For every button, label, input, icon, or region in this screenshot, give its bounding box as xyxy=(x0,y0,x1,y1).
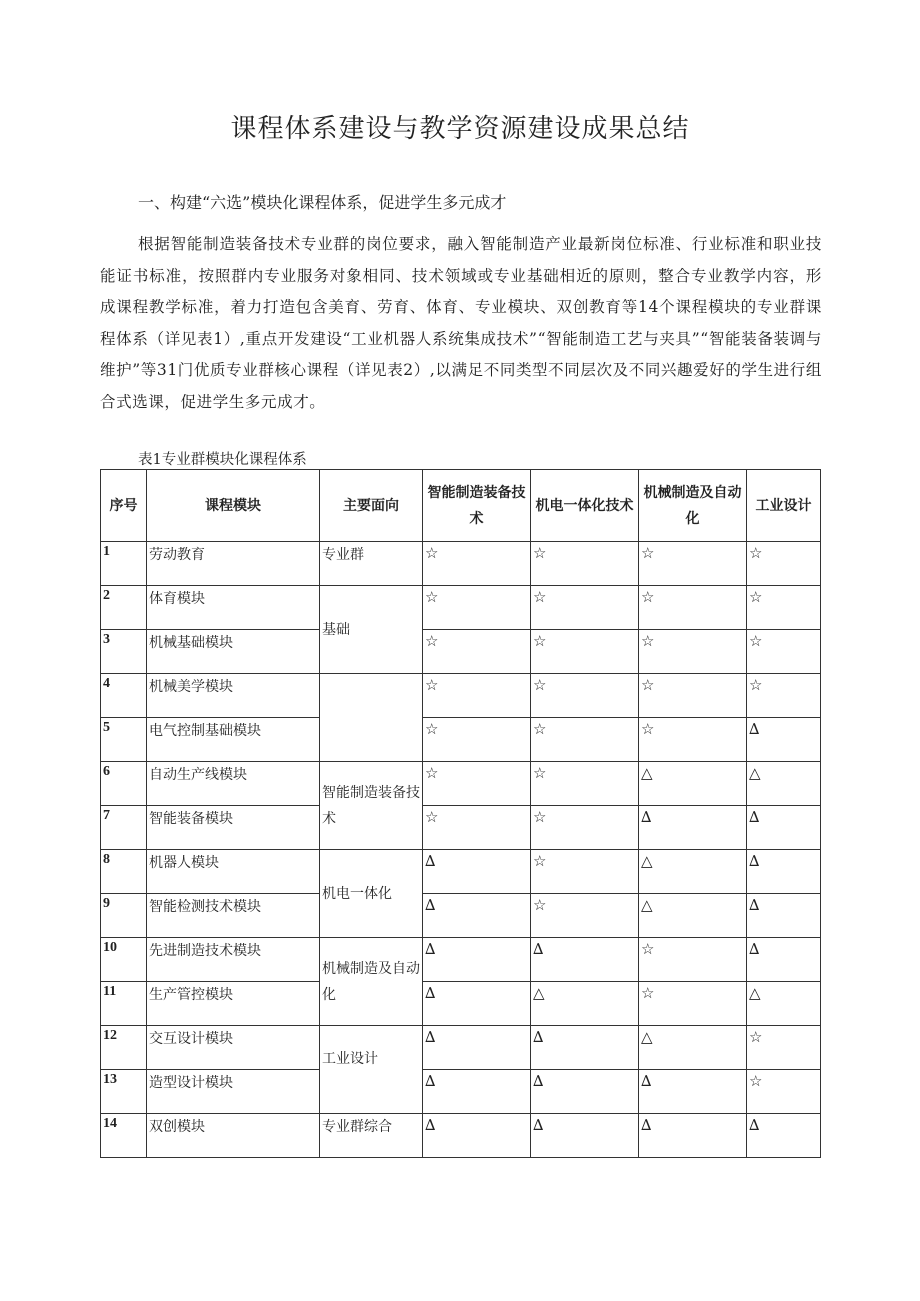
row-mark: ∆ xyxy=(747,894,821,938)
row-mark: ☆ xyxy=(531,806,639,850)
row-mark: ☆ xyxy=(639,982,747,1026)
row-mark: ∆ xyxy=(747,1114,821,1158)
row-no: 5 xyxy=(101,718,147,762)
row-module: 机器人模块 xyxy=(147,850,320,894)
row-mark: ∆ xyxy=(531,1026,639,1070)
header-module: 课程模块 xyxy=(147,470,320,542)
row-direction: 智能制造装备技术 xyxy=(320,762,423,850)
row-module: 交互设计模块 xyxy=(147,1026,320,1070)
table-row xyxy=(101,586,821,630)
row-mark: ☆ xyxy=(531,762,639,806)
row-module: 机械美学模块 xyxy=(147,674,320,718)
row-mark: ☆ xyxy=(747,1070,821,1114)
table-row xyxy=(101,1070,821,1114)
table-row xyxy=(101,1114,821,1158)
row-mark: ∆ xyxy=(423,938,531,982)
row-mark: ☆ xyxy=(423,674,531,718)
row-mark: ∆ xyxy=(747,938,821,982)
table-row xyxy=(101,542,821,586)
row-mark: ☆ xyxy=(639,674,747,718)
row-direction: 基础 xyxy=(320,586,423,674)
header-major-4: 工业设计 xyxy=(747,470,821,542)
table-caption: 表1专业群模块化课程体系 xyxy=(138,452,307,468)
table-row xyxy=(101,1026,821,1070)
row-mark: ☆ xyxy=(423,762,531,806)
row-module: 机械基础模块 xyxy=(147,630,320,674)
row-mark: ∆ xyxy=(423,850,531,894)
row-direction-empty xyxy=(320,674,423,762)
table-row xyxy=(101,762,821,806)
row-mark: ☆ xyxy=(531,718,639,762)
row-mark: △ xyxy=(747,982,821,1026)
row-mark: ☆ xyxy=(423,630,531,674)
row-no: 11 xyxy=(101,982,147,1026)
row-mark: ∆ xyxy=(747,850,821,894)
row-mark: ☆ xyxy=(531,586,639,630)
row-no: 12 xyxy=(101,1026,147,1070)
row-direction: 工业设计 xyxy=(320,1026,423,1114)
row-mark: ∆ xyxy=(531,1070,639,1114)
row-mark: ☆ xyxy=(639,630,747,674)
row-mark: △ xyxy=(531,982,639,1026)
row-mark: ☆ xyxy=(639,938,747,982)
row-mark: ∆ xyxy=(747,806,821,850)
row-mark: ∆ xyxy=(423,1070,531,1114)
row-mark: ☆ xyxy=(531,542,639,586)
table-row xyxy=(101,674,821,718)
row-no: 3 xyxy=(101,630,147,674)
row-direction: 机电一体化 xyxy=(320,850,423,938)
row-module: 体育模块 xyxy=(147,586,320,630)
row-mark: ☆ xyxy=(531,674,639,718)
row-mark: ☆ xyxy=(531,630,639,674)
row-mark: ☆ xyxy=(747,586,821,630)
row-module: 智能装备模块 xyxy=(147,806,320,850)
row-mark: ☆ xyxy=(747,542,821,586)
row-mark: ☆ xyxy=(747,1026,821,1070)
row-no: 13 xyxy=(101,1070,147,1114)
header-direction: 主要面向 xyxy=(320,470,423,542)
row-mark: ☆ xyxy=(531,894,639,938)
row-no: 2 xyxy=(101,586,147,630)
row-mark: ∆ xyxy=(531,938,639,982)
row-mark: ☆ xyxy=(639,718,747,762)
row-module: 电气控制基础模块 xyxy=(147,718,320,762)
table-row xyxy=(101,850,821,894)
table-row xyxy=(101,718,821,762)
table-header-row xyxy=(101,470,821,542)
row-mark: ☆ xyxy=(747,630,821,674)
row-mark: ☆ xyxy=(423,542,531,586)
row-module: 先进制造技术模块 xyxy=(147,938,320,982)
row-mark: ☆ xyxy=(423,806,531,850)
row-mark: ∆ xyxy=(531,1114,639,1158)
row-mark: ∆ xyxy=(423,982,531,1026)
row-mark: ∆ xyxy=(639,1114,747,1158)
section-paragraph: 根据智能制造装备技术专业群的岗位要求，融入智能制造产业最新岗位标准、行业标准和职业技能证书标准，按照群内专业服务对象相同、技术领域或专业基础相近的原则，整合专业教学内容，形成课程教学标准，着力打造包含美育、劳育、体育、专业模块、双创教育等14个课程模块的专业群课程体系（详见表1）,重点开发建设“工业机器人系统集成技术”“智能制造工艺与夹具”“智能装备装调与维护”等31门优质专业群核心课程（详见表2）,以满足不同类型不同层次及不同兴趣爱好的学生进行组合式选课，促进学生多元成才。 xyxy=(100,235,822,411)
row-mark: △ xyxy=(639,894,747,938)
page-title: 课程体系建设与教学资源建设成果总结 xyxy=(230,114,690,144)
row-mark: ∆ xyxy=(747,718,821,762)
row-mark: △ xyxy=(639,762,747,806)
row-mark: ☆ xyxy=(639,586,747,630)
table-row xyxy=(101,938,821,982)
row-mark: △ xyxy=(639,1026,747,1070)
row-no: 14 xyxy=(101,1114,147,1158)
row-no: 4 xyxy=(101,674,147,718)
row-mark: ☆ xyxy=(423,586,531,630)
header-major-2: 机电一体化技术 xyxy=(531,470,639,542)
row-no: 8 xyxy=(101,850,147,894)
table-row xyxy=(101,630,821,674)
row-no: 6 xyxy=(101,762,147,806)
row-mark: ☆ xyxy=(639,542,747,586)
row-mark: ☆ xyxy=(423,718,531,762)
row-no: 10 xyxy=(101,938,147,982)
row-no: 9 xyxy=(101,894,147,938)
header-major-1: 智能制造装备技术 xyxy=(423,470,531,542)
header-no: 序号 xyxy=(101,470,147,542)
row-direction: 机械制造及自动化 xyxy=(320,938,423,1026)
course-module-table xyxy=(100,469,821,1158)
table-row xyxy=(101,982,821,1026)
row-mark: △ xyxy=(639,850,747,894)
row-module: 造型设计模块 xyxy=(147,1070,320,1114)
row-module: 劳动教育 xyxy=(147,542,320,586)
row-no: 7 xyxy=(101,806,147,850)
row-mark: ∆ xyxy=(639,1070,747,1114)
table-row xyxy=(101,806,821,850)
row-module: 双创模块 xyxy=(147,1114,320,1158)
row-mark: ☆ xyxy=(747,674,821,718)
row-mark: ☆ xyxy=(531,850,639,894)
row-mark: ∆ xyxy=(423,1114,531,1158)
row-mark: △ xyxy=(747,762,821,806)
row-module: 智能检测技术模块 xyxy=(147,894,320,938)
row-mark: ∆ xyxy=(423,1026,531,1070)
row-mark: ∆ xyxy=(639,806,747,850)
row-direction: 专业群综合 xyxy=(320,1114,423,1158)
section-heading: 一、构建“六选”模块化课程体系，促进学生多元成才 xyxy=(138,193,507,212)
row-module: 自动生产线模块 xyxy=(147,762,320,806)
header-major-3: 机械制造及自动化 xyxy=(639,470,747,542)
row-mark: ∆ xyxy=(423,894,531,938)
row-module: 生产管控模块 xyxy=(147,982,320,1026)
table-row xyxy=(101,894,821,938)
row-no: 1 xyxy=(101,542,147,586)
row-direction: 专业群 xyxy=(320,542,423,586)
